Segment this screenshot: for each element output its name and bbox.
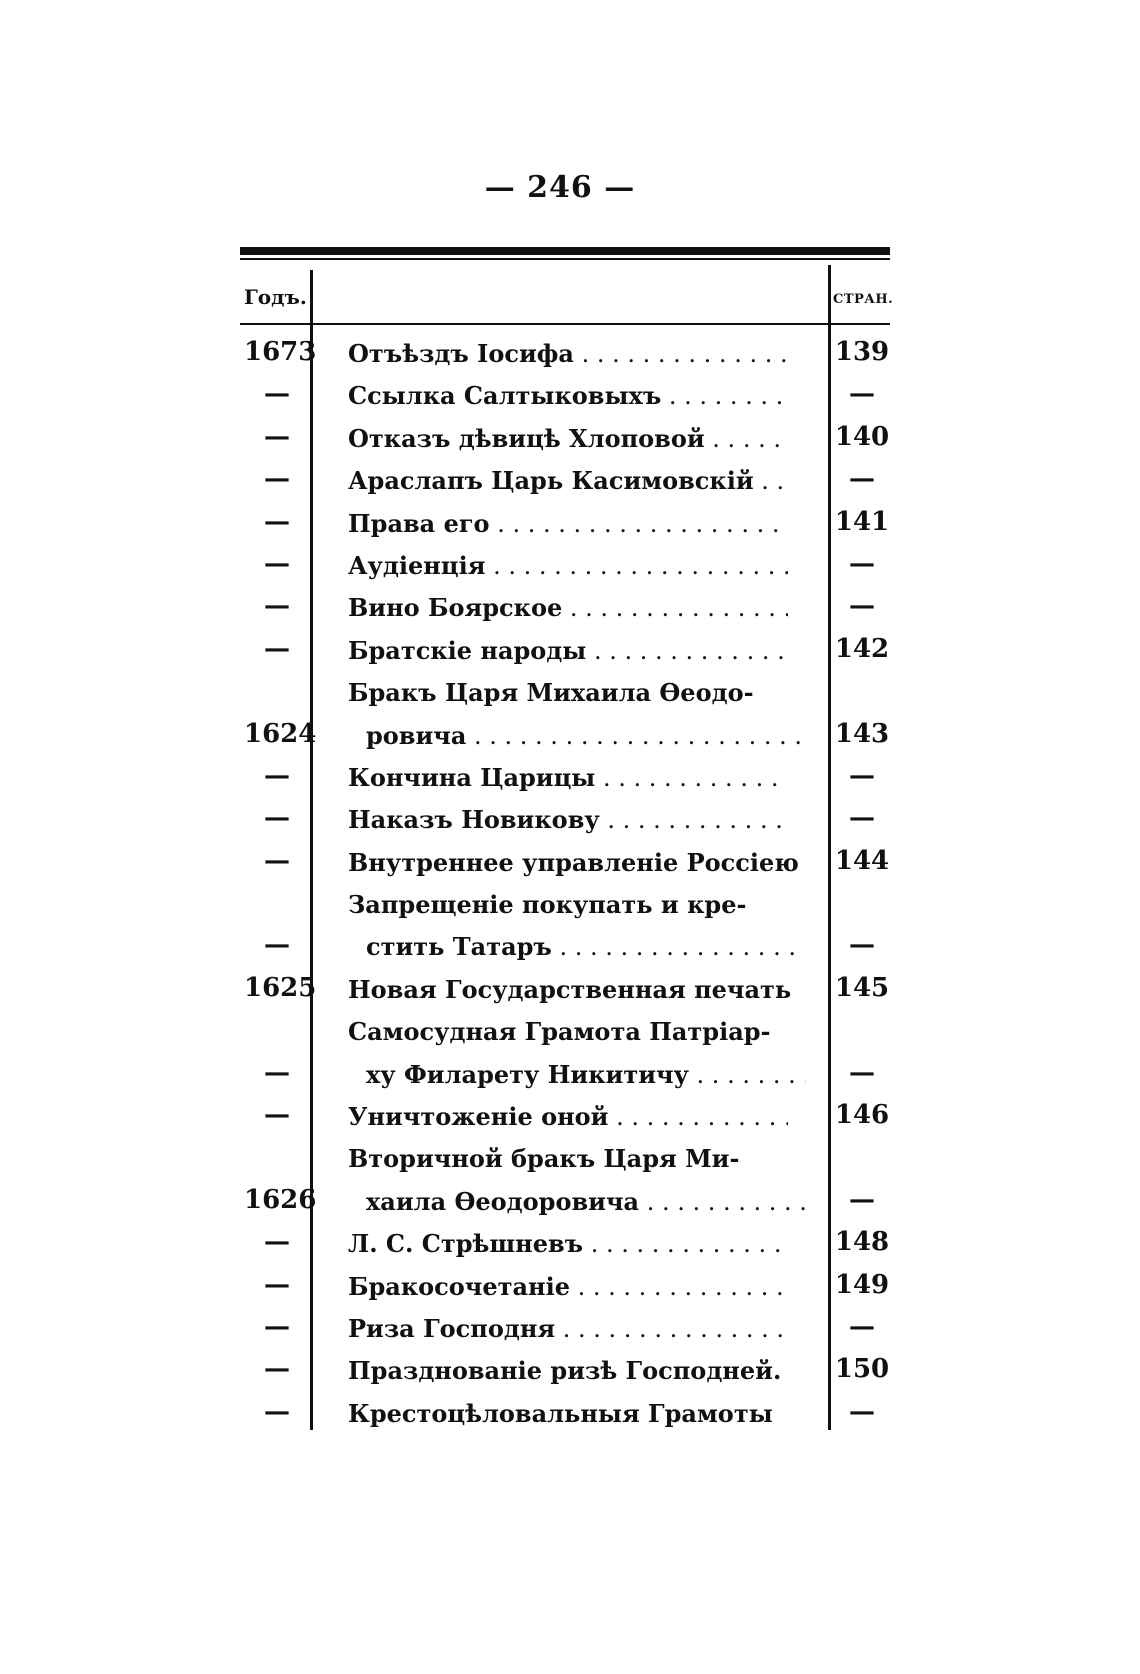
row-year: — [264,633,290,664]
row-title: Наказъ Новикову . . . [348,805,788,834]
row-title: Новая Государственная печать [348,974,792,1004]
row-year: — [264,930,290,961]
row-page: 140 [834,421,890,452]
row-title: Риза Господня . . . [348,1314,788,1343]
table-row [240,969,890,1011]
row-year: — [264,1269,290,1300]
table-row [240,1223,890,1265]
row-title: Уничтоженіе оной . . . [348,1102,788,1131]
row-title: Аудіенція . . . [348,551,788,580]
row-year: — [264,803,290,834]
table-row [240,1138,890,1180]
row-year: — [264,1100,290,1131]
row-year: — [264,1354,290,1385]
row-page: 139 [834,337,890,367]
row-title: стить Татаръ . . . [366,932,806,961]
row-title: Бракосочетаніе . . . [348,1272,788,1301]
top-rule-thick [240,247,890,255]
row-year: 1673 [244,337,317,367]
row-title: Братскіе народы . . . [348,636,788,665]
row-page: — [849,930,875,961]
table-row [240,757,890,799]
row-year: — [264,421,290,452]
row-year: — [264,760,290,791]
row-page: 146 [834,1100,890,1131]
row-page: — [849,464,875,495]
table-row [240,715,890,757]
row-page: 148 [834,1227,890,1258]
table-row [240,1096,890,1138]
table-row [240,333,890,375]
row-year: 1625 [244,972,317,1003]
row-title: Ссылка Салтыковыхъ . . . [348,381,788,410]
row-year: — [264,845,290,876]
row-page: 145 [834,972,890,1003]
page-column-header: СТРАН. [833,292,894,307]
row-page: — [849,548,875,579]
header-rule [240,323,890,325]
row-year: — [264,1311,290,1342]
row-title: Самосудная Грамота Патріар- [348,1017,771,1047]
row-title: Кончина Царицы . . . [348,763,788,792]
table-row [240,672,890,714]
row-page: — [849,1057,875,1088]
table-row [240,587,890,629]
row-year: — [264,379,290,410]
table-row [240,418,890,460]
table-row [240,630,890,672]
row-year: 1626 [244,1184,317,1215]
row-page: 142 [834,633,890,664]
row-page: — [849,760,875,791]
row-page: 143 [834,718,890,749]
table-row [240,460,890,502]
table-row [240,1308,890,1350]
row-page: 150 [834,1354,890,1385]
row-page: — [849,379,875,410]
table-row [240,1054,890,1096]
row-title: Отъѣздъ Іосифа . . . [348,339,788,368]
row-title: Празднованіе ризѣ Господней. [348,1356,782,1386]
table-row [240,842,890,884]
table-row [240,1393,890,1435]
row-year: — [264,1227,290,1258]
row-title: Внутреннее управленіе Россіею [348,847,799,877]
row-year: — [264,1057,290,1088]
row-year: — [264,591,290,622]
row-year: 1624 [244,718,317,749]
table-row [240,545,890,587]
table-row [240,1266,890,1308]
row-title: Бракъ Царя Михаила Ѳеодо- [348,678,754,708]
page-number: — 246 — [484,170,636,205]
table-row [240,799,890,841]
table-row [240,884,890,926]
row-year: — [264,1396,290,1427]
row-page: — [849,1396,875,1427]
top-rule-thin [240,258,890,260]
row-title: Крестоцѣловальныя Грамоты [348,1398,773,1428]
row-title: ху Филарету Никитичу . . . [366,1060,806,1089]
row-title: Л. С. Стрѣшневъ . . . [348,1229,788,1258]
table-row [240,1181,890,1223]
table-row [240,926,890,968]
row-page: 149 [834,1269,890,1300]
row-year: — [264,506,290,537]
year-column-header: Годъ. [244,285,307,309]
contents-table [240,333,890,1435]
row-title: Араслапъ Царь Касимовскій . . . [348,466,788,495]
row-title: Вторичной бракъ Царя Ми- [348,1144,740,1174]
row-page: — [849,1184,875,1215]
row-title: хаила Ѳеодоровича . . . [366,1187,806,1216]
row-year: — [264,548,290,579]
row-year: — [264,464,290,495]
row-title: Запрещеніе покупать и кре- [348,890,747,920]
table-row [240,503,890,545]
row-page: 144 [834,845,890,876]
row-title: Права его . . . [348,509,788,538]
row-page: 141 [834,506,890,537]
row-page: — [849,591,875,622]
table-row [240,1350,890,1392]
row-page: — [849,803,875,834]
row-title: Вино Боярское . . . [348,593,788,622]
row-title: ровича . . . [366,721,806,750]
table-row [240,1011,890,1053]
row-page: — [849,1311,875,1342]
row-title: Отказъ дѣвицѣ Хлоповой . . . [348,424,788,453]
table-row [240,375,890,417]
